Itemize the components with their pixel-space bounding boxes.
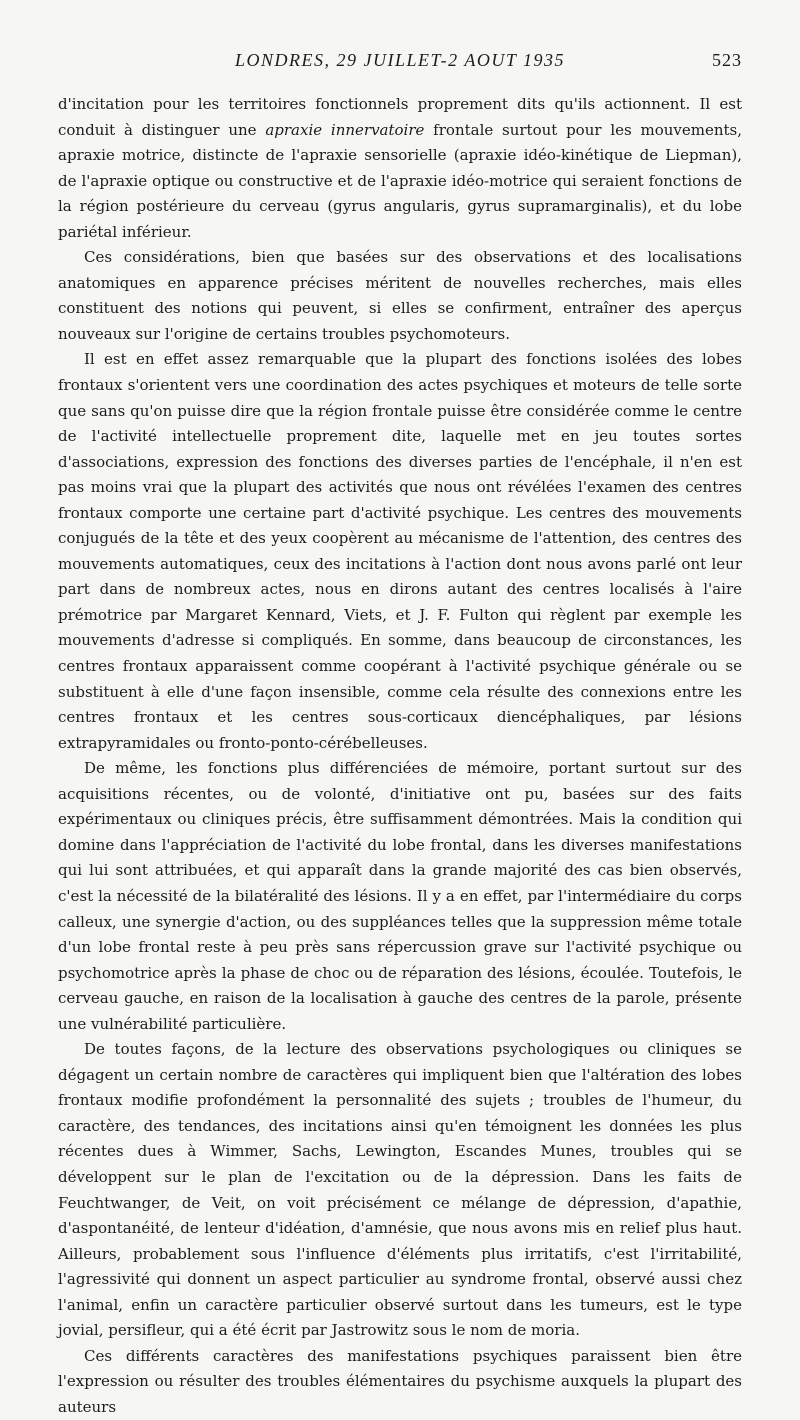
paragraph-1 — [58, 92, 742, 245]
paragraph-1-italic-term: apraxie innervatoire — [265, 120, 425, 139]
running-head — [58, 50, 742, 72]
paragraph-2: Ces considérations, bien que basées sur des observations et des localisations anatomiques en apparence précises méritent de nouvelles recherches, mais elles constituent des notions qui peuvent, si elles se confirment, entraîner des aperçus nouveaux sur l'origine de certains troubles psychomoteurs. — [58, 248, 742, 343]
paragraph-1-text-start: d'incitation pour les territoires fonctionnels proprement dits qu'ils actionnent. Il est conduit à distinguer une — [58, 95, 742, 139]
body-text — [58, 92, 742, 1420]
paragraph-3: Il est en effet assez remarquable que la plupart des fonctions isolées des lobes frontaux s'orientent vers une coordination des actes psychiques et moteurs de telle sorte que sans qu'on puisse dire que la région frontale puisse être considérée comme le centre de l'activité intellectuelle proprement dite, laquelle met en jeu toutes sortes d'associations, expression des fonctions des diverses parties de l'encéphale, il n'en est pas moins vrai que la plupart des activités que nous ont révélées l'examen des centres frontaux comporte une certaine part d'activité psychique. Les centres des mouvements conjugués de la tête et des yeux coopèrent au mécanisme de l'attention, des centres des mouvements automatiques, ceux des incitations à l'action dont nous avons parlé ont leur part dans de nombreux actes, nous en dirons autant des centres localisés à l'aire prémotrice par Margaret Kennard, Viets, et J. F. Fulton qui règlent par exemple les mouvements d'adresse si compliqués. En somme, dans beaucoup de circonstances, les centres frontaux apparaissent comme coopérant à l'activité psychique générale ou se substituent à elle d'une façon insensible, comme cela résulte des connexions entre les centres frontaux et les centres sous-corticaux diencéphaliques, par lésions extrapyramidales ou fronto-ponto-cérébelleuses. — [58, 350, 742, 752]
paragraph-6: Ces différents caractères des manifestations psychiques paraissent bien être l'expression ou résulter des troubles élémentaires du psychisme auxquels la plupart des auteurs — [58, 1346, 742, 1416]
paragraph-1-text-end: frontale surtout pour les mouvements, apraxie motrice, distincte de l'apraxie sensorielle (apraxie idéo-kinétique de Liepman), de l'apraxie optique ou constructive et de l'apraxie idéo-motrice qui seraient fonctions de la région postérieure du cerveau (gyrus angularis, gyrus supramarginalis), et du lobe pariétal inférieur. — [58, 120, 742, 241]
paragraph-4: De même, les fonctions plus différenciées de mémoire, portant surtout sur des acquisitions récentes, ou de volonté, d'initiative ont pu, basées sur des faits expérimentaux ou cliniques précis, être suffisamment démontrées. Mais la condition qui domine dans l'appréciation de l'activité du lobe frontal, dans les diverses manifestations qui lui sont attribuées, et qui apparaît dans la grande majorité des cas bien observés, c'est la nécessité de la bilatéralité des lésions. Il y a en effet, par l'intermédiaire du corps calleux, une synergie d'action, ou des suppléances telles que la suppression même totale d'un lobe frontal reste à peu près sans répercussion grave sur l'activité psychique ou psychomotrice après la phase de choc ou de réparation des lésions, écoulée. Toutefois, le cerveau gauche, en raison de la localisation à gauche des centres de la parole, présente une vulnérabilité particulière. — [58, 759, 742, 1033]
page-number: 523 — [712, 50, 742, 70]
paragraph-5: De toutes façons, de la lecture des observations psychologiques ou cliniques se dégagent un certain nombre de caractères qui impliquent bien que l'altération des lobes frontaux modifie profondément la personnalité des sujets ; troubles de l'humeur, du caractère, des tendances, des incitations ainsi qu'en témoignent les données les plus récentes dues à Wimmer, Sachs, Lewington, Escandes Munes, troubles qui se développent sur le plan de l'excitation ou de la dépression. Dans les faits de Feuchtwanger, de Veit, on voit précisément ce mélange de dépression, d'apathie, d'aspontanéité, de lenteur d'idéation, d'amnésie, que nous avons mis en relief plus haut. Ailleurs, probablement sous l'influence d'éléments plus irritatifs, c'est l'irritabilité, l'agressivité qui donnent un aspect particulier au syndrome frontal, observé aussi chez l'animal, enfin un caractère particulier observé surtout dans les tumeurs, est le type jovial, persifleur, qui a été écrit par Jastrowitz sous le nom de moria. — [58, 1040, 742, 1340]
running-title: LONDRES, 29 JUILLET-2 AOUT 1935 — [234, 50, 566, 70]
